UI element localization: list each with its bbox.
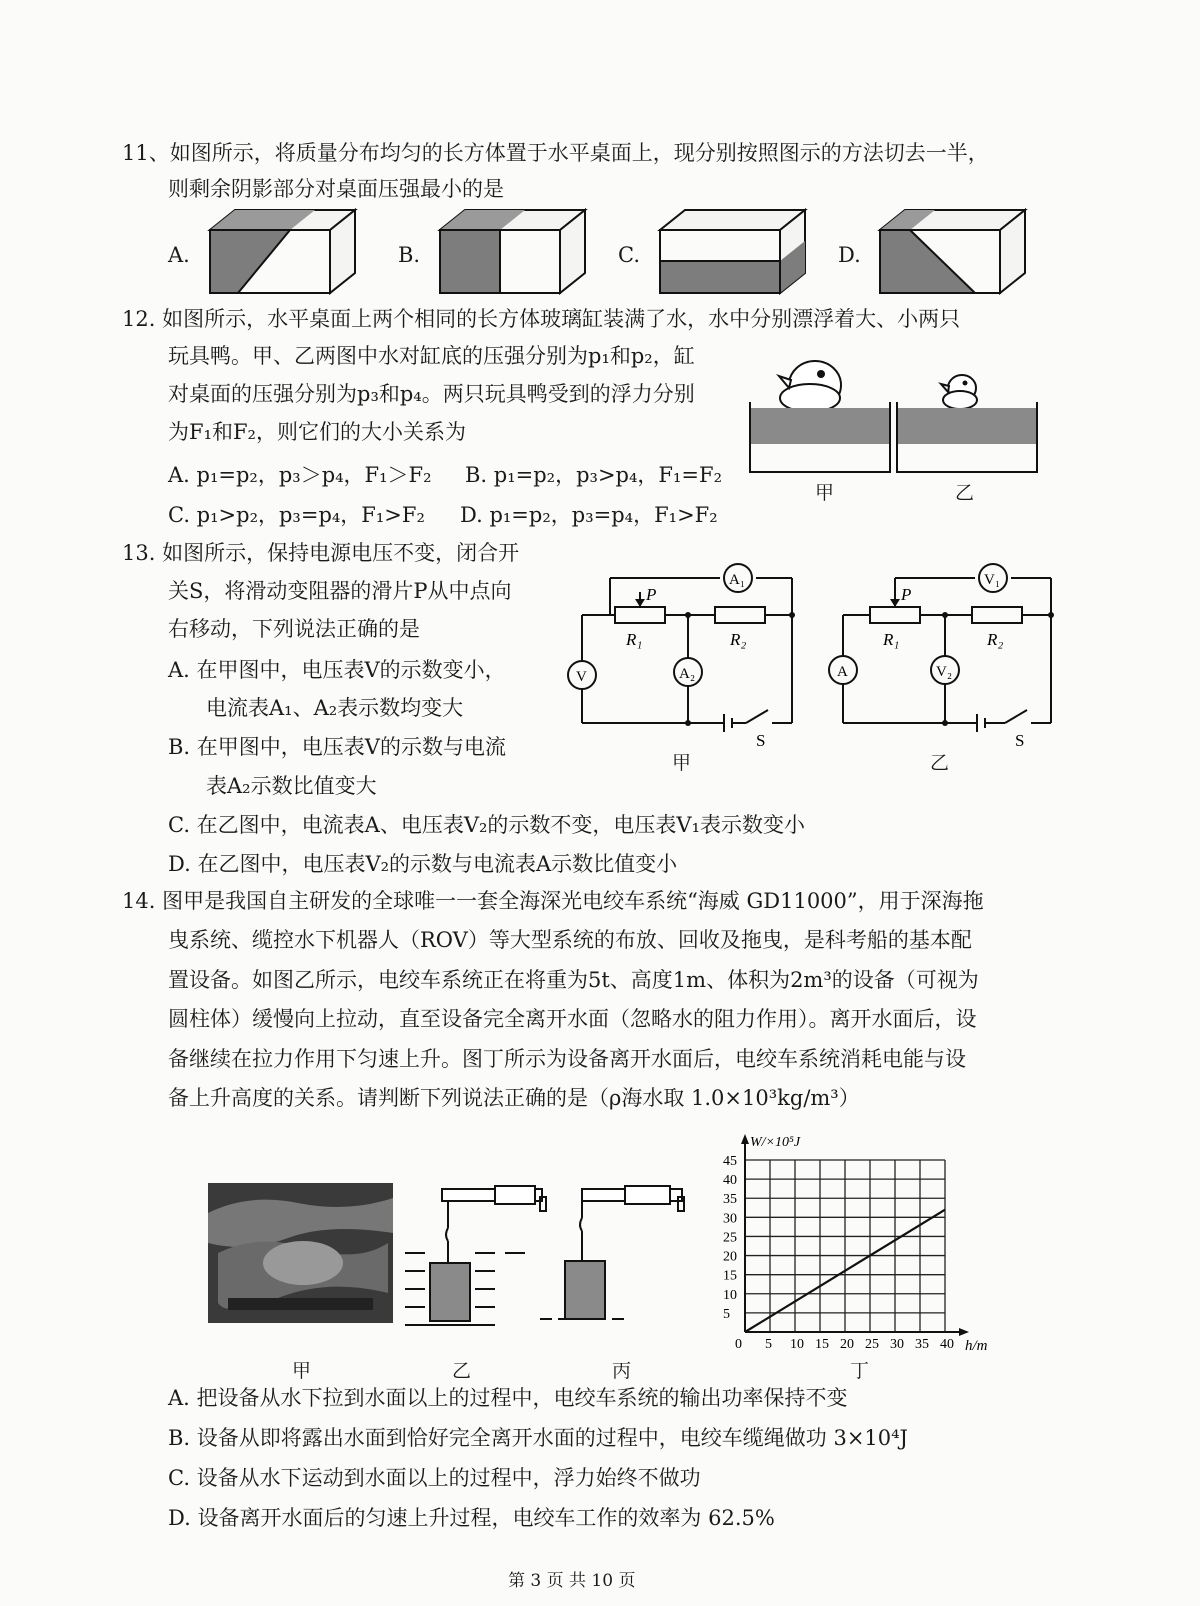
q11-line1: 11、如图所示，将质量分布均匀的长方体置于水平桌面上，现分别按照图示的方法切去一半，: [122, 141, 989, 165]
q13-line3: 右移动，下列说法正确的是: [168, 617, 420, 641]
yi-ammeter-a-label: A: [837, 664, 848, 680]
chart-y-tick-label: 40: [723, 1173, 737, 1189]
chart-x-tick-label: 25: [865, 1337, 879, 1352]
jia-r1-label: R₁: [626, 630, 643, 649]
q13-option-d: D. 在乙图中，电压表V₂的示数与电流表A示数比值变小: [168, 852, 678, 876]
chart-x-tick-label: 10: [790, 1337, 804, 1352]
device-lifted-diagram: [540, 1183, 690, 1333]
q14-line3: 置设备。如图乙所示，电绞车系统正在将重为5t、高度1m、体积为2m³的设备（可视为: [168, 968, 979, 992]
q14-fig-label-ding: 丁: [850, 1360, 870, 1382]
yi-switch-label: S: [1015, 731, 1025, 750]
q13-line2: 关S，将滑动变阻器的滑片P从中点向: [168, 579, 512, 603]
q13-option-b-line2: 表A₂示数比值变大: [206, 774, 377, 798]
chart-y-tick-label: 20: [723, 1249, 737, 1265]
chart-x-tick-label: 0: [735, 1337, 742, 1352]
q12-line2: 玩具鸭。甲、乙两图中水对缸底的压强分别为p₁和p₂，缸: [168, 344, 695, 368]
jia-r2-label: R₂: [730, 630, 747, 649]
q11-figure-c: [655, 205, 810, 300]
q13-option-c: C. 在乙图中，电流表A、电压表V₂的示数不变，电压表V₁表示数变小: [168, 813, 806, 837]
chart-y-tick-label: 15: [723, 1268, 737, 1284]
chart-y-tick-label: 30: [723, 1211, 737, 1227]
chart-x-tick-label: 40: [940, 1337, 954, 1352]
page-footer: 第 3 页 共 10 页: [508, 1571, 636, 1591]
device-underwater-diagram: [400, 1183, 550, 1333]
big-duck-icon: [779, 361, 841, 412]
yi-voltmeter-v2-label: V₂: [936, 664, 953, 680]
chart-y-tick-label: 10: [723, 1287, 737, 1303]
q11-figure-b: [435, 205, 590, 300]
q14-fig-label-bing: 丙: [612, 1360, 632, 1382]
q11-figure-a: [205, 205, 360, 300]
circuit-jia-caption: 甲: [672, 752, 692, 774]
yi-r1-label: R₁: [883, 630, 900, 649]
q12-option-d: D. p₁=p₂，p₃=p₄，F₁>F₂: [460, 503, 718, 527]
q13-option-a-line1: A. 在甲图中，电压表V的示数变小，: [168, 658, 506, 682]
q13-line1: 13. 如图所示，保持电源电压不变，闭合开: [122, 541, 520, 565]
chart-x-axis-label: h/m: [965, 1338, 988, 1354]
jia-slider-label: P: [646, 585, 657, 604]
q12-line4: 为F₁和F₂，则它们的大小关系为: [168, 420, 466, 444]
q14-option-a: A. 把设备从水下拉到水面以上的过程中，电绞车系统的输出功率保持不变: [168, 1386, 848, 1410]
q14-fig-label-yi: 乙: [452, 1360, 472, 1382]
chart-y-tick-label: 5: [723, 1306, 730, 1322]
q14-option-b: B. 设备从即将露出水面到恰好完全离开水面的过程中，电绞车缆绳做功 3×10⁴J: [168, 1426, 908, 1450]
q14-line6: 备上升高度的关系。请判断下列说法正确的是（ρ海水取 1.0×10³kg/m³）: [168, 1086, 860, 1110]
winch-photo: [208, 1183, 393, 1323]
q14-line2: 曳系统、缆控水下机器人（ROV）等大型系统的布放、回收及拖曳，是科考船的基本配: [168, 928, 972, 952]
q12-option-a: A. p₁=p₂，p₃＞p₄，F₁＞F₂: [168, 463, 432, 487]
chart-x-tick-label: 35: [915, 1337, 929, 1352]
q11-line2: 则剩余阴影部分对桌面压强最小的是: [168, 177, 504, 201]
jia-switch-label: S: [756, 731, 766, 750]
jia-voltmeter-v-label: V: [576, 669, 587, 685]
q11-option-d-label: D.: [838, 243, 861, 267]
q12-line1: 12. 如图所示，水平桌面上两个相同的长方体玻璃缸装满了水，水中分别漂浮着大、小两只: [122, 307, 961, 331]
q14-line1: 14. 图甲是我国自主研发的全球唯一一套全海深光电绞车系统“海威 GD11000”，用于深海拖: [122, 889, 984, 913]
q14-fig-label-jia: 甲: [292, 1360, 312, 1382]
chart-x-tick-label: 15: [815, 1337, 829, 1352]
jia-ammeter-a2-label: A₂: [679, 666, 696, 682]
q12-fig-label-jia: 甲: [815, 482, 835, 504]
small-duck-icon: [941, 375, 977, 409]
q11-option-b-label: B.: [398, 243, 421, 267]
chart-x-tick-label: 5: [765, 1337, 772, 1352]
circuit-yi-diagram: [815, 560, 1065, 760]
circuit-jia-diagram: [560, 560, 810, 760]
chart-y-tick-label: 45: [723, 1154, 737, 1169]
circuit-yi-caption: 乙: [930, 752, 950, 774]
chart-y-tick-label: 25: [723, 1230, 737, 1246]
q12-duck-tanks-figure: [745, 340, 1045, 480]
chart-y-axis-label: W/×10⁵J: [750, 1135, 801, 1150]
q14-option-d: D. 设备离开水面后的匀速上升过程，电绞车工作的效率为 62.5%: [168, 1506, 775, 1530]
q14-line4: 圆柱体）缓慢向上拉动，直至设备完全离开水面（忽略水的阻力作用）。离开水面后，设: [168, 1007, 977, 1031]
q11-option-c-label: C.: [618, 243, 640, 267]
yi-voltmeter-v1-label: V₁: [984, 572, 1001, 588]
q13-option-a-line2: 电流表A₁、A₂表示数均变大: [206, 696, 464, 720]
q11-figure-d: [875, 205, 1030, 300]
q12-option-b: B. p₁=p₂，p₃>p₄，F₁=F₂: [465, 463, 722, 487]
jia-ammeter-a1-label: A₁: [729, 572, 746, 588]
chart-x-axis-arrow: [959, 1328, 969, 1336]
chart-x-tick-label: 30: [890, 1337, 904, 1352]
q12-option-c: C. p₁>p₂，p₃=p₄，F₁>F₂: [168, 503, 425, 527]
chart-y-axis-arrow: [741, 1134, 749, 1144]
q12-fig-label-yi: 乙: [955, 482, 975, 504]
yi-slider-label: P: [901, 585, 912, 604]
q14-option-c: C. 设备从水下运动到水面以上的过程中，浮力始终不做功: [168, 1466, 701, 1490]
q11-option-a-label: A.: [168, 243, 190, 267]
chart-x-tick-label: 20: [840, 1337, 854, 1352]
q14-line5: 备继续在拉力作用下匀速上升。图丁所示为设备离开水面后，电绞车系统消耗电能与设: [168, 1047, 966, 1071]
yi-r2-label: R₂: [987, 630, 1004, 649]
q13-option-b-line1: B. 在甲图中，电压表V的示数与电流: [168, 735, 506, 759]
q12-line3: 对桌面的压强分别为p₃和p₄。两只玩具鸭受到的浮力分别: [168, 382, 695, 406]
energy-height-chart: [700, 1120, 1020, 1360]
chart-y-tick-label: 35: [723, 1192, 737, 1208]
